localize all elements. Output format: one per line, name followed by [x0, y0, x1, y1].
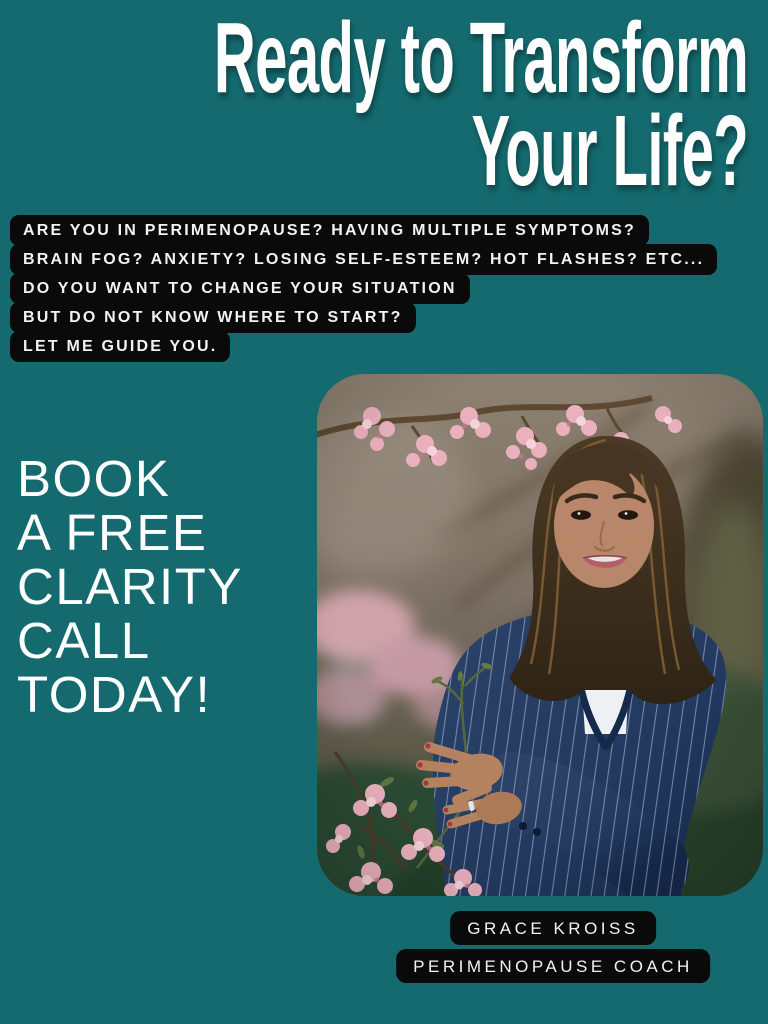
role-badge: PERIMENOPAUSE COACH — [396, 949, 710, 983]
cta-line: CLARITY — [17, 558, 243, 615]
cta-heading — [17, 452, 243, 722]
question-row — [10, 244, 717, 273]
question-row — [10, 215, 717, 244]
question-strip: BUT DO NOT KNOW WHERE TO START? — [10, 302, 416, 333]
headline — [213, 2, 748, 207]
question-row — [10, 302, 717, 331]
headline-line-1: Ready to Transform — [213, 2, 748, 114]
questions-block — [10, 215, 717, 360]
cta-line: A FREE — [17, 504, 208, 561]
cta-line: BOOK — [17, 450, 171, 507]
portrait-photo — [317, 374, 763, 896]
vignette — [317, 374, 763, 896]
question-strip: ARE YOU IN PERIMENOPAUSE? HAVING MULTIPLE SYMPTOMS? — [10, 215, 649, 246]
cta-line: CALL — [17, 612, 151, 669]
name-badge: GRACE KROISS — [450, 911, 655, 945]
question-strip: BRAIN FOG? ANXIETY? LOSING SELF-ESTEEM? HOT FLASHES? ETC... — [10, 244, 717, 275]
headline-line-2: Your Life? — [471, 95, 748, 207]
cta-line: TODAY! — [17, 666, 212, 723]
credentials — [396, 911, 710, 983]
question-strip: LET ME GUIDE YOU. — [10, 331, 230, 362]
portrait-photo-illustration — [317, 374, 763, 896]
question-strip: DO YOU WANT TO CHANGE YOUR SITUATION — [10, 273, 470, 304]
question-row — [10, 273, 717, 302]
question-row — [10, 331, 717, 360]
